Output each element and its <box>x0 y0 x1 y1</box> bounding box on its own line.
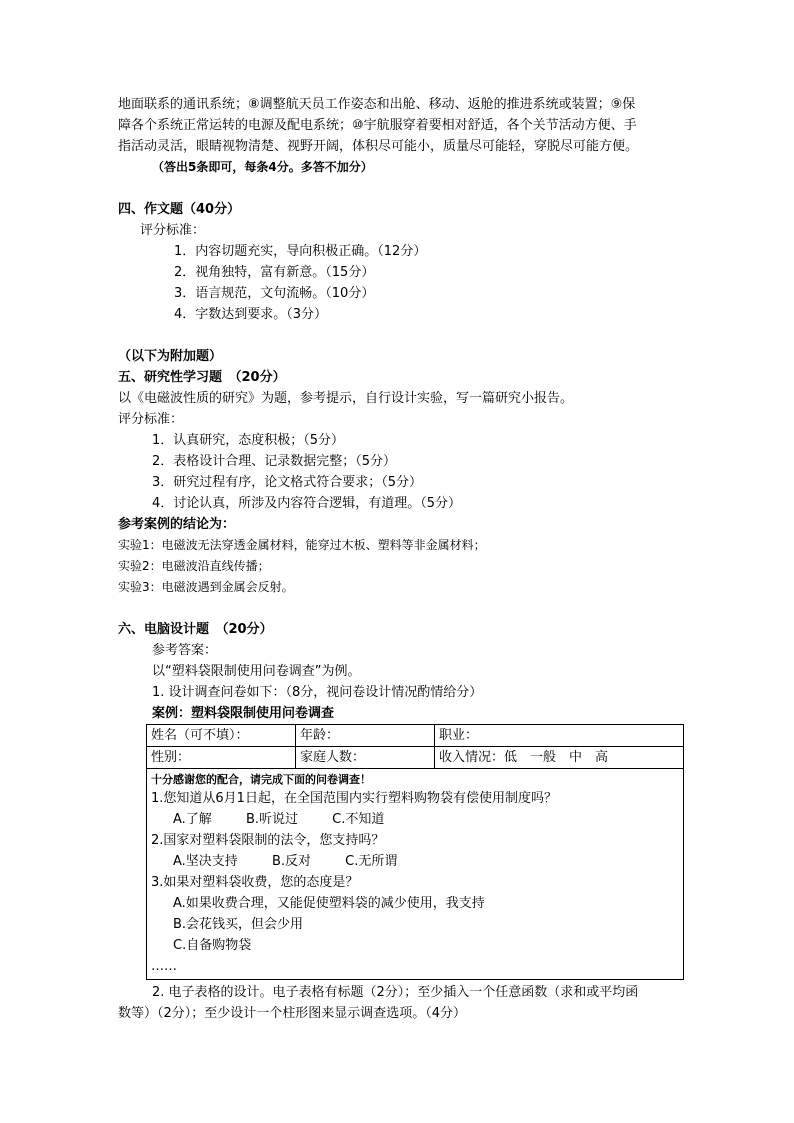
step-1: 1. 设计调查问卷如下：（8分，视问卷设计情况酌情给分） <box>152 685 483 700</box>
experiment-result: 实验3：电磁波遇到金属会反射。 <box>118 580 294 594</box>
intro-line-3: 指活动灵活，眼睛视物清楚、视野开阔，体积尽可能小，质量尽可能轻，穿脱尽可能方便。 <box>118 139 639 154</box>
answer-label: 参考答案： <box>152 643 218 658</box>
option: C.不知道 <box>332 812 385 827</box>
table-cell: 职业： <box>435 725 684 747</box>
section-5-prompt: 以《电磁波性质的研究》为题，参考提示，自行设计实验，写一篇研究小报告。 <box>118 391 574 406</box>
option-row <box>151 852 679 873</box>
section-4-item: 1．内容切题充实，导向积极正确。（12分） <box>174 244 427 259</box>
thanks-line: 十分感谢您的配合，请完成下面的问卷调查！ <box>151 773 371 786</box>
section-4-title: 四、作文题（40分） <box>118 202 241 217</box>
option: C.自备购物袋 <box>173 938 252 953</box>
table-cell: 性别： <box>147 747 296 769</box>
table-row <box>147 769 684 980</box>
option: A.坚决支持 <box>173 854 238 869</box>
option: A.了解 <box>173 812 212 827</box>
table-cell: 收入情况：低 一般 中 高 <box>435 747 684 769</box>
example-line: 以“塑料袋限制使用问卷调查”为例。 <box>152 664 361 679</box>
document-page <box>118 94 688 1024</box>
table-cell: 家庭人数： <box>296 747 435 769</box>
section-4-criteria-label: 评分标准： <box>140 223 206 238</box>
step-2-line-1: 2. 电子表格的设计。电子表格有标题（2分）；至少插入一个任意函数（求和或平均函 <box>152 985 639 1000</box>
experiment-result: 实验1：电磁波无法穿透金属材料，能穿过木板、塑料等非金属材料； <box>118 538 486 552</box>
section-5-title: 五、研究性学习题 （20分） <box>118 370 286 385</box>
experiment-result: 实验2：电磁波沿直线传播； <box>118 559 270 573</box>
case-title: 案例：塑料袋限制使用问卷调查 <box>152 706 335 721</box>
option-row <box>151 810 679 831</box>
section-6-title: 六、电脑设计题 （20分） <box>118 622 273 637</box>
section-4-item: 4．字数达到要求。（3分） <box>174 307 328 322</box>
scoring-note: （答出5条即可，每条4分。多答不加分） <box>152 160 373 174</box>
table-row <box>147 725 684 747</box>
step-2-line-2: 数等）（2分）；至少设计一个柱形图来显示调查选项。（4分） <box>118 1006 467 1021</box>
question: 3.如果对塑料袋收费，您的态度是？ <box>151 875 359 890</box>
conclusion-label: 参考案例的结论为： <box>118 517 236 532</box>
section-4-item: 3．语言规范，文句流畅。（10分） <box>174 286 375 301</box>
questionnaire-body <box>147 769 684 980</box>
section-5-item: 4．讨论认真，所涉及内容符合逻辑，有道理。（5分） <box>152 496 462 511</box>
question: 1.您知道从6月1日起，在全国范围内实行塑料购物袋有偿使用制度吗？ <box>151 791 557 806</box>
option: C.无所谓 <box>345 854 398 869</box>
option: B.听说过 <box>245 812 299 827</box>
ellipsis: …… <box>151 959 177 974</box>
question: 2.国家对塑料袋限制的法令，您支持吗？ <box>151 833 385 848</box>
table-row <box>147 747 684 769</box>
option: B.会花钱买，但会少用 <box>173 917 304 932</box>
section-5-criteria-label: 评分标准： <box>118 412 184 427</box>
extra-questions-label: （以下为附加题） <box>118 349 223 364</box>
table-cell: 姓名（可不填）： <box>147 725 296 747</box>
table-cell: 年龄： <box>296 725 435 747</box>
section-4-item: 2．视角独特，富有新意。（15分） <box>174 265 375 280</box>
section-5-item: 3．研究过程有序，论文格式符合要求；（5分） <box>152 475 423 490</box>
intro-line-1: 地面联系的通讯系统；⑧调整航天员工作姿态和出舱、移动、返舱的推进系统或装置；⑨保 <box>118 97 636 112</box>
survey-table <box>146 724 684 980</box>
section-5-item: 2．表格设计合理、记录数据完整；（5分） <box>152 454 397 469</box>
intro-line-2: 障各个系统正常运转的电源及配电系统；⑩宇航服穿着要相对舒适，各个关节活动方便、手 <box>118 118 637 133</box>
section-5-item: 1．认真研究，态度积极；（5分） <box>152 433 345 448</box>
option: A.如果收费合理，又能促使塑料袋的减少使用，我支持 <box>173 896 485 911</box>
option: B.反对 <box>271 854 312 869</box>
